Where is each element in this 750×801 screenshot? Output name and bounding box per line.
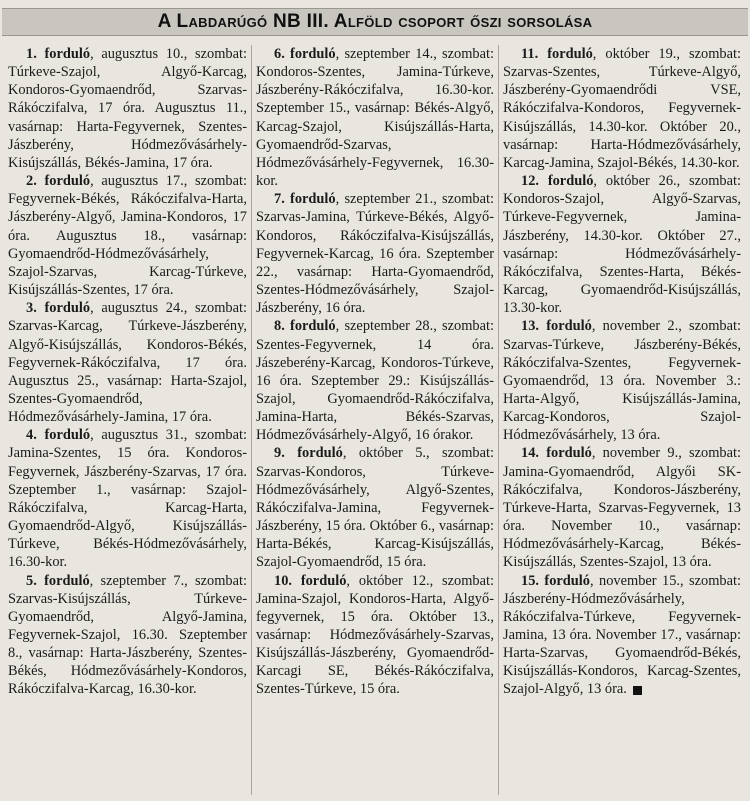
round-text: , augusztus 24., szombat: Szarvas-Karcag, Túrkeve-Jászberény, Algyő-Kisújszállás, Kondoros-Békés, Fegyvernek-Rákóczifalva, 17 óra. Augusztus 25., vasárnap: Harta-Szajol, Szentes-Gyomaendrőd, Hódmezővásárhely-Jamina, 17 óra. — [8, 300, 248, 426]
round-text: , október 19., szombat: Szarvas-Szentes, Túrkeve-Algyő, Jászberény-Gyomaendrődi VSE, Rákóczifalva-Kondoros, Fegyvernek-Kisújszállás, 14.30-kor. Október 20., vasárnap: Harta-Hódmezővásárhely, Karcag-Jamina, Szajol-Békés, 14.30-kor. — [503, 46, 741, 171]
column-1 — [4, 45, 251, 795]
round-label: 12. forduló — [521, 173, 594, 190]
round-label: 7. forduló — [274, 191, 336, 208]
round-text: , augusztus 31., szombat: Jamina-Szentes, 15 óra. Kondoros-Fegyvernek, Jászberény-Szarvas, 17 óra. Szeptember 1., vasárnap: Szajol-Rákóczifalva, Karcag-Harta, Gyomaendrőd-Algyő, Kisújszállás-Túrkeve, Békés-Hódmezővásárhely, 16.30-kor. — [8, 427, 248, 571]
round-paragraph — [256, 572, 494, 699]
round-text: , augusztus 17., szombat: Fegyvernek-Békés, Rákóczifalva-Harta, Jászberény-Algyő, Jamina-Kondoros, 17 óra. Augusztus 18., vasárnap: Gyomaendrőd-Hódmezővásárhely, Szajol-Szarvas, Karcag-Túrkeve, Kisújszállás-Szentes, 17 óra. — [8, 173, 248, 299]
column-3 — [498, 45, 745, 795]
round-label: 6. forduló — [274, 46, 336, 62]
round-text: , szeptember 28., szombat: Szentes-Fegyvernek, 14 óra. Jászeberény-Karcag, Kondoros-Túrkeve, 16 óra. Szeptember 29.: Kisújszállás-Szajol, Gyomaendrőd-Rákóczifalva, Jamina-Harta, Békés-Szarvas, Hódmezővásárhely-Algyő, 16 órakor. — [256, 318, 494, 444]
round-paragraph — [503, 172, 741, 317]
headline-banner — [2, 8, 748, 36]
article-title: A Labdarúgó NB III. Alföld csoport őszi sorsolása — [157, 11, 593, 32]
column-2 — [251, 45, 498, 795]
round-label: 3. forduló — [26, 300, 91, 317]
round-label: 10. forduló — [274, 572, 347, 589]
round-label: 5. forduló — [26, 572, 90, 589]
round-text: , szeptember 14., szombat: Kondoros-Szentes, Jamina-Túrkeve, Jászberény-Rákóczifalva, 16.30-kor. Szeptember 15., vasárnap: Békés-Algyő, Karcag-Szajol, Kisújszállás-Harta, Gyomaendrőd-Szarvas, Hódmezővásárhely-Fegyvernek, 16.30-kor. — [256, 46, 494, 190]
round-paragraph — [503, 45, 741, 172]
round-label: 9. forduló — [274, 445, 343, 462]
end-of-article-mark — [633, 686, 642, 695]
round-text: , november 9., szombat: Jamina-Gyomaendrőd, Algyői SK-Rákóczifalva, Kondoros-Jászberény, Túrkeve-Harta, Szarvas-Fegyvernek, 13 óra. November 10., vasárnap: Hódmezővásárhely-Karcag, Békés-Kisújszállás, Szentes-Szajol, 13 óra. — [503, 445, 742, 571]
round-paragraph — [256, 444, 494, 571]
round-label: 8. forduló — [274, 318, 336, 335]
round-label: 1. forduló — [26, 46, 91, 62]
round-paragraph — [8, 299, 247, 426]
round-text: , szeptember 7., szombat: Szarvas-Kisújszállás, Túrkeve-Gyomaendrőd, Algyő-Jamina, Fegyvernek-Szajol, 16.30. Szeptember 8., vasárnap: Harta-Jászberény, Szentes-Békés, Hódmezővásárhely-Kondoros, Rákóczifalva-Karcag, 16.30-kor. — [8, 572, 248, 698]
round-text: , augusztus 10., szombat: Túrkeve-Szajol, Algyő-Karcag, Kondoros-Gyomaendrőd, Szarvas-Rákóczifalva, 17 óra. Augusztus 11., vasárnap: Harta-Fegyvernek, Szentes-Jászberény, Hódmezővásárhely-Kisújszállás, Békés-Jamina, 17 óra. — [8, 46, 248, 171]
round-label: 2. forduló — [26, 173, 91, 190]
round-label: 13. forduló — [521, 318, 592, 335]
round-label: 15. forduló — [521, 572, 590, 589]
round-text: , november 15., szombat: Jászberény-Hódmezővásárhely, Rákóczifalva-Túrkeve, Fegyvernek-Jamina, 13 óra. November 17., vasárnap: Harta-Szarvas, Gyomaendrőd-Békés, Kisújszállás-Kondoros, Karcag-Szentes, Szajol-Algyő, 13 óra. — [503, 572, 741, 698]
round-paragraph — [503, 572, 741, 699]
round-paragraph — [8, 426, 247, 571]
round-paragraph — [8, 172, 247, 299]
round-text: , október 12., szombat: Jamina-Szajol, Kondoros-Harta, Algyő-fegyvernek, 15 óra. Október 13., vasárnap: Hódmezővásárhely-Szarvas, Kisújszállás-Jászberény, Gyomaendrőd-Karcagi SE, Békés-Rákóczifalva, Szentes-Túrkeve, 15 óra. — [256, 572, 494, 698]
round-label: 11. forduló — [521, 46, 593, 62]
round-label: 4. forduló — [26, 427, 91, 444]
round-paragraph — [503, 444, 741, 571]
schedule-columns — [4, 45, 746, 795]
round-paragraph — [256, 317, 494, 444]
round-paragraph — [503, 317, 741, 444]
round-paragraph — [256, 190, 494, 317]
round-text: , november 2., szombat: Szarvas-Túrkeve, Jászberény-Békés, Rákóczifalva-Szentes, Fegyvernek-Gyomaendrőd, 13 óra. November 3.: Harta-Algyő, Kisújszállás-Jamina, Karcag-Kondoros, Szajol-Hódmezővásárhely, 13 óra. — [503, 318, 742, 444]
round-paragraph — [256, 45, 494, 190]
round-paragraph — [8, 572, 247, 699]
round-text: , szeptember 21., szombat: Szarvas-Jamina, Túrkeve-Békés, Algyő-Kondoros, Rákóczifalva-Kisújszállás, Fegyvernek-Karcag, 16 óra. Szeptember 22., vasárnap: Harta-Gyomaendrőd, Szentes-Hódmezővásárhely, Szajol-Jászberény, 16 óra. — [256, 191, 494, 317]
round-text: , október 5., szombat: Szarvas-Kondoros, Túrkeve-Hódmezővásárhely, Algyő-Szentes, Rákóczifalva-Jamina, Fegyvernek-Jászberény, 15 óra. Október 6., vasárnap: Harta-Békés, Karcag-Kisújszállás, Szajol-Gyomaendrőd, 15 óra. — [256, 445, 495, 571]
round-text: , október 26., szombat: Kondoros-Szajol, Algyő-Szarvas, Túrkeve-Fegyvernek, Jamina-Jászberény, 14.30-kor. Október 27., vasárnap: Hódmezővásárhely-Rákóczifalva, Szentes-Harta, Békés-Karcag, Gyomaendrőd-Kisújszállás, 13.30-kor. — [503, 173, 741, 317]
round-paragraph — [8, 45, 247, 172]
round-label: 14. forduló — [521, 445, 592, 462]
